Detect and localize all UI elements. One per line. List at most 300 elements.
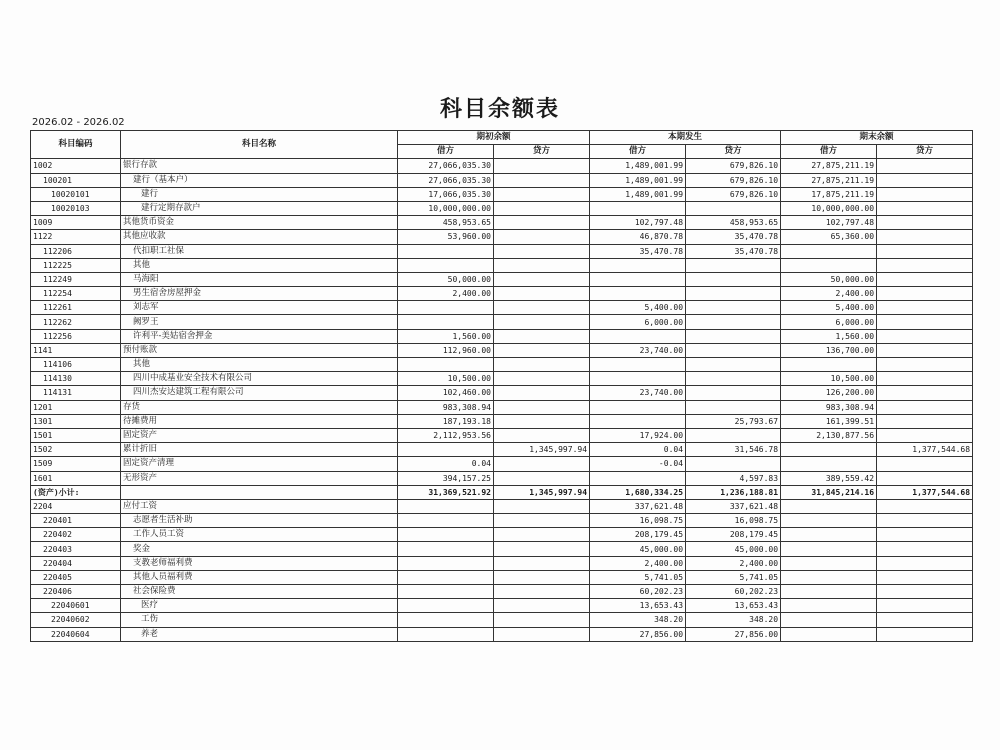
current-debit-cell: 1,680,334.25 [590,485,686,499]
table-row [31,386,973,400]
account-name-cell: 其他 [121,258,398,272]
opening-debit-cell: 2,400.00 [398,287,494,301]
table-row [31,301,973,315]
opening-credit-cell [494,542,590,556]
table-row [31,358,973,372]
opening-credit-cell [494,187,590,201]
opening-debit-cell [398,301,494,315]
closing-credit-cell [877,187,973,201]
current-credit-cell: 679,826.10 [686,187,781,201]
account-name-cell: 其他人员福利费 [121,570,398,584]
table-row [31,315,973,329]
closing-debit-cell [781,585,877,599]
closing-credit-cell [877,613,973,627]
opening-credit-cell [494,414,590,428]
opening-debit-cell: 17,066,035.30 [398,187,494,201]
account-name-cell: 建行 [121,187,398,201]
account-name-cell: 应付工资 [121,499,398,513]
closing-credit-cell [877,272,973,286]
closing-credit-cell [877,599,973,613]
opening-debit-cell [398,499,494,513]
opening-debit-cell: 10,000,000.00 [398,201,494,215]
table-row [31,400,973,414]
account-name-cell: 志愿者生活补助 [121,514,398,528]
current-credit-cell [686,301,781,315]
current-debit-cell: 1,489,001.99 [590,187,686,201]
current-debit-cell [590,272,686,286]
subtotal-row [31,485,973,499]
account-code-cell: 114130 [31,372,121,386]
current-debit-cell: 5,741.05 [590,570,686,584]
closing-credit-cell [877,414,973,428]
closing-debit-cell [781,499,877,513]
account-code-cell: 112256 [31,329,121,343]
account-code-cell: 22040601 [31,599,121,613]
account-name-cell: 建行（基本户） [121,173,398,187]
opening-debit-cell [398,528,494,542]
opening-debit-cell: 10,500.00 [398,372,494,386]
closing-credit-cell [877,471,973,485]
account-code-cell: 1501 [31,428,121,442]
opening-credit-cell [494,514,590,528]
current-credit-cell: 348.20 [686,613,781,627]
current-credit-cell [686,386,781,400]
current-credit-cell: 4,597.83 [686,471,781,485]
opening-debit-cell: 394,157.25 [398,471,494,485]
report-period: 2026.02 - 2026.02 [32,117,125,128]
table-row [31,542,973,556]
closing-debit-cell: 6,000.00 [781,315,877,329]
table-row [31,585,973,599]
closing-debit-cell: 136,700.00 [781,343,877,357]
account-name-cell: 奖金 [121,542,398,556]
current-debit-cell: 23,740.00 [590,386,686,400]
header-current-debit: 借方 [590,145,686,159]
current-credit-cell: 16,098.75 [686,514,781,528]
account-name-cell: 男生宿舍房屋押金 [121,287,398,301]
account-name-cell: 其他应收款 [121,230,398,244]
table-row [31,613,973,627]
closing-credit-cell: 1,377,544.68 [877,443,973,457]
opening-credit-cell [494,585,590,599]
closing-debit-cell [781,556,877,570]
account-code-cell: 22040602 [31,613,121,627]
account-code-cell: 1141 [31,343,121,357]
current-credit-cell: 35,470.78 [686,244,781,258]
account-name-cell: 无形资产 [121,471,398,485]
account-name-cell: 固定资产清理 [121,457,398,471]
current-credit-cell: 679,826.10 [686,159,781,173]
current-debit-cell: 102,797.48 [590,216,686,230]
current-credit-cell: 2,400.00 [686,556,781,570]
account-code-cell: 1002 [31,159,121,173]
closing-debit-cell [781,457,877,471]
account-code-cell: 100201 [31,173,121,187]
current-credit-cell: 208,179.45 [686,528,781,542]
table-row [31,258,973,272]
closing-debit-cell [781,443,877,457]
opening-credit-cell [494,301,590,315]
current-debit-cell: 1,489,001.99 [590,173,686,187]
account-code-cell: 1201 [31,400,121,414]
opening-credit-cell [494,372,590,386]
current-credit-cell [686,372,781,386]
table-row [31,372,973,386]
header-current: 本期发生 [590,131,781,145]
current-credit-cell [686,400,781,414]
closing-credit-cell [877,528,973,542]
current-credit-cell: 5,741.05 [686,570,781,584]
account-balance-table [30,130,973,642]
closing-credit-cell [877,428,973,442]
opening-debit-cell: 50,000.00 [398,272,494,286]
account-code-cell: 22040604 [31,627,121,641]
closing-debit-cell: 161,399.51 [781,414,877,428]
opening-debit-cell [398,514,494,528]
header-closing-credit: 贷方 [877,145,973,159]
closing-credit-cell [877,343,973,357]
opening-debit-cell: 102,460.00 [398,386,494,400]
account-code-cell: (资产)小计: [31,485,121,499]
account-name-cell: 代扣职工社保 [121,244,398,258]
current-debit-cell: 0.04 [590,443,686,457]
closing-debit-cell [781,358,877,372]
table-row [31,528,973,542]
closing-debit-cell: 27,875,211.19 [781,173,877,187]
account-code-cell: 1601 [31,471,121,485]
account-code-cell: 220404 [31,556,121,570]
current-debit-cell [590,287,686,301]
header-current-credit: 贷方 [686,145,781,159]
account-code-cell: 1509 [31,457,121,471]
account-code-cell: 114106 [31,358,121,372]
header-opening-debit: 借方 [398,145,494,159]
current-credit-cell: 27,856.00 [686,627,781,641]
opening-credit-cell [494,201,590,215]
closing-credit-cell [877,173,973,187]
current-credit-cell: 679,826.10 [686,173,781,187]
opening-credit-cell [494,499,590,513]
opening-credit-cell [494,258,590,272]
current-debit-cell: 337,621.48 [590,499,686,513]
current-credit-cell: 13,653.43 [686,599,781,613]
current-credit-cell [686,201,781,215]
opening-credit-cell [494,457,590,471]
account-code-cell: 220406 [31,585,121,599]
opening-debit-cell: 458,953.65 [398,216,494,230]
current-credit-cell [686,329,781,343]
table-row [31,343,973,357]
header-name: 科目名称 [121,131,398,159]
closing-credit-cell: 1,377,544.68 [877,485,973,499]
account-name-cell: 其他货币资金 [121,216,398,230]
closing-credit-cell [877,514,973,528]
current-credit-cell [686,428,781,442]
table-row [31,599,973,613]
closing-credit-cell [877,201,973,215]
current-credit-cell [686,287,781,301]
current-debit-cell: 6,000.00 [590,315,686,329]
closing-credit-cell [877,258,973,272]
closing-credit-cell [877,301,973,315]
header-closing-debit: 借方 [781,145,877,159]
closing-debit-cell [781,528,877,542]
closing-debit-cell: 31,845,214.16 [781,485,877,499]
table-row [31,556,973,570]
account-name-cell: 累计折旧 [121,443,398,457]
account-code-cell: 1009 [31,216,121,230]
closing-debit-cell: 2,130,877.56 [781,428,877,442]
opening-debit-cell [398,542,494,556]
current-debit-cell [590,258,686,272]
opening-credit-cell [494,315,590,329]
current-credit-cell: 25,793.67 [686,414,781,428]
closing-debit-cell: 65,360.00 [781,230,877,244]
account-name-cell: 社会保险费 [121,585,398,599]
account-name-cell [121,485,398,499]
opening-credit-cell [494,570,590,584]
table-row [31,443,973,457]
closing-debit-cell [781,599,877,613]
opening-credit-cell: 1,345,997.94 [494,443,590,457]
table-row [31,329,973,343]
closing-credit-cell [877,400,973,414]
current-debit-cell: 208,179.45 [590,528,686,542]
account-name-cell: 待摊费用 [121,414,398,428]
table-row [31,230,973,244]
current-debit-cell [590,372,686,386]
header-opening-credit: 贷方 [494,145,590,159]
closing-credit-cell [877,159,973,173]
closing-debit-cell: 983,308.94 [781,400,877,414]
closing-debit-cell [781,514,877,528]
current-credit-cell [686,258,781,272]
opening-credit-cell [494,272,590,286]
closing-debit-cell [781,258,877,272]
opening-debit-cell [398,556,494,570]
opening-credit-cell [494,528,590,542]
current-credit-cell [686,457,781,471]
account-name-cell: 存货 [121,400,398,414]
current-debit-cell: 60,202.23 [590,585,686,599]
opening-debit-cell [398,244,494,258]
table-row [31,159,973,173]
current-debit-cell [590,329,686,343]
current-debit-cell: -0.04 [590,457,686,471]
account-code-cell: 220402 [31,528,121,542]
closing-debit-cell: 5,400.00 [781,301,877,315]
closing-debit-cell: 126,200.00 [781,386,877,400]
opening-debit-cell [398,570,494,584]
account-name-cell: 建行定期存款户 [121,201,398,215]
closing-debit-cell [781,627,877,641]
current-credit-cell: 35,470.78 [686,230,781,244]
closing-credit-cell [877,570,973,584]
current-debit-cell: 17,924.00 [590,428,686,442]
closing-credit-cell [877,244,973,258]
account-code-cell: 220401 [31,514,121,528]
opening-credit-cell [494,230,590,244]
opening-debit-cell: 112,960.00 [398,343,494,357]
table-row [31,216,973,230]
current-credit-cell: 31,546.78 [686,443,781,457]
opening-credit-cell [494,159,590,173]
closing-debit-cell: 1,560.00 [781,329,877,343]
opening-credit-cell [494,627,590,641]
opening-debit-cell: 2,112,953.56 [398,428,494,442]
table-body [31,159,973,641]
opening-credit-cell [494,471,590,485]
closing-debit-cell: 27,875,211.19 [781,159,877,173]
current-debit-cell: 348.20 [590,613,686,627]
opening-debit-cell: 27,066,035.30 [398,159,494,173]
opening-credit-cell [494,386,590,400]
table-row [31,499,973,513]
opening-credit-cell [494,173,590,187]
closing-debit-cell: 102,797.48 [781,216,877,230]
opening-debit-cell [398,613,494,627]
closing-debit-cell: 10,500.00 [781,372,877,386]
opening-credit-cell [494,244,590,258]
closing-debit-cell: 2,400.00 [781,287,877,301]
opening-debit-cell [398,585,494,599]
current-debit-cell: 5,400.00 [590,301,686,315]
current-debit-cell [590,471,686,485]
opening-debit-cell [398,443,494,457]
current-credit-cell: 45,000.00 [686,542,781,556]
account-name-cell: 马海阳 [121,272,398,286]
account-code-cell: 112206 [31,244,121,258]
account-name-cell: 刘志军 [121,301,398,315]
current-debit-cell [590,400,686,414]
closing-credit-cell [877,386,973,400]
account-name-cell: 四川杰安达建筑工程有限公司 [121,386,398,400]
table-row [31,428,973,442]
opening-debit-cell: 187,193.18 [398,414,494,428]
account-code-cell: 112261 [31,301,121,315]
opening-credit-cell [494,400,590,414]
table-row [31,173,973,187]
table-row [31,244,973,258]
current-debit-cell: 46,870.78 [590,230,686,244]
opening-debit-cell: 53,960.00 [398,230,494,244]
opening-debit-cell [398,599,494,613]
closing-credit-cell [877,585,973,599]
account-code-cell: 220405 [31,570,121,584]
opening-credit-cell: 1,345,997.94 [494,485,590,499]
header-closing: 期末余额 [781,131,973,145]
header-opening: 期初余额 [398,131,590,145]
opening-debit-cell [398,627,494,641]
closing-debit-cell [781,570,877,584]
account-code-cell: 1122 [31,230,121,244]
opening-debit-cell [398,258,494,272]
closing-credit-cell [877,457,973,471]
table-row [31,570,973,584]
account-code-cell: 10020103 [31,201,121,215]
opening-credit-cell [494,613,590,627]
opening-credit-cell [494,428,590,442]
closing-debit-cell [781,542,877,556]
closing-credit-cell [877,556,973,570]
account-code-cell: 112225 [31,258,121,272]
account-name-cell: 四川中成基业安全技术有限公司 [121,372,398,386]
closing-credit-cell [877,287,973,301]
opening-debit-cell: 27,066,035.30 [398,173,494,187]
account-name-cell: 预付账款 [121,343,398,357]
current-debit-cell: 1,489,001.99 [590,159,686,173]
account-code-cell: 1502 [31,443,121,457]
closing-credit-cell [877,216,973,230]
header-code: 科目编码 [31,131,121,159]
opening-debit-cell: 983,308.94 [398,400,494,414]
current-debit-cell [590,414,686,428]
current-debit-cell: 35,470.78 [590,244,686,258]
current-debit-cell: 16,098.75 [590,514,686,528]
closing-debit-cell [781,244,877,258]
table-row [31,414,973,428]
closing-debit-cell: 389,559.42 [781,471,877,485]
current-credit-cell [686,315,781,329]
account-name-cell: 其他 [121,358,398,372]
account-name-cell: 许利平-美姑宿舍押金 [121,329,398,343]
opening-debit-cell [398,315,494,329]
opening-credit-cell [494,329,590,343]
account-code-cell: 1301 [31,414,121,428]
closing-debit-cell [781,613,877,627]
closing-credit-cell [877,315,973,329]
current-credit-cell: 60,202.23 [686,585,781,599]
current-credit-cell: 1,236,188.81 [686,485,781,499]
account-name-cell: 工伤 [121,613,398,627]
opening-credit-cell [494,556,590,570]
current-credit-cell [686,358,781,372]
account-code-cell: 2204 [31,499,121,513]
current-credit-cell: 337,621.48 [686,499,781,513]
opening-credit-cell [494,287,590,301]
table-row [31,272,973,286]
account-name-cell: 工作人员工资 [121,528,398,542]
current-debit-cell: 2,400.00 [590,556,686,570]
current-debit-cell [590,201,686,215]
current-debit-cell: 13,653.43 [590,599,686,613]
table-row [31,627,973,641]
closing-credit-cell [877,627,973,641]
opening-credit-cell [494,216,590,230]
account-name-cell: 阙罗王 [121,315,398,329]
opening-debit-cell: 31,369,521.92 [398,485,494,499]
table-row [31,471,973,485]
closing-credit-cell [877,499,973,513]
report-title: 科目余额表 [439,97,560,122]
opening-debit-cell: 0.04 [398,457,494,471]
account-name-cell: 固定资产 [121,428,398,442]
current-credit-cell: 458,953.65 [686,216,781,230]
table-row [31,287,973,301]
closing-debit-cell: 50,000.00 [781,272,877,286]
closing-credit-cell [877,372,973,386]
closing-debit-cell: 17,875,211.19 [781,187,877,201]
opening-credit-cell [494,343,590,357]
table-row [31,514,973,528]
current-debit-cell: 45,000.00 [590,542,686,556]
closing-credit-cell [877,230,973,244]
account-name-cell: 医疗 [121,599,398,613]
opening-debit-cell: 1,560.00 [398,329,494,343]
account-name-cell: 支教老师福利费 [121,556,398,570]
closing-debit-cell: 10,000,000.00 [781,201,877,215]
current-debit-cell: 27,856.00 [590,627,686,641]
